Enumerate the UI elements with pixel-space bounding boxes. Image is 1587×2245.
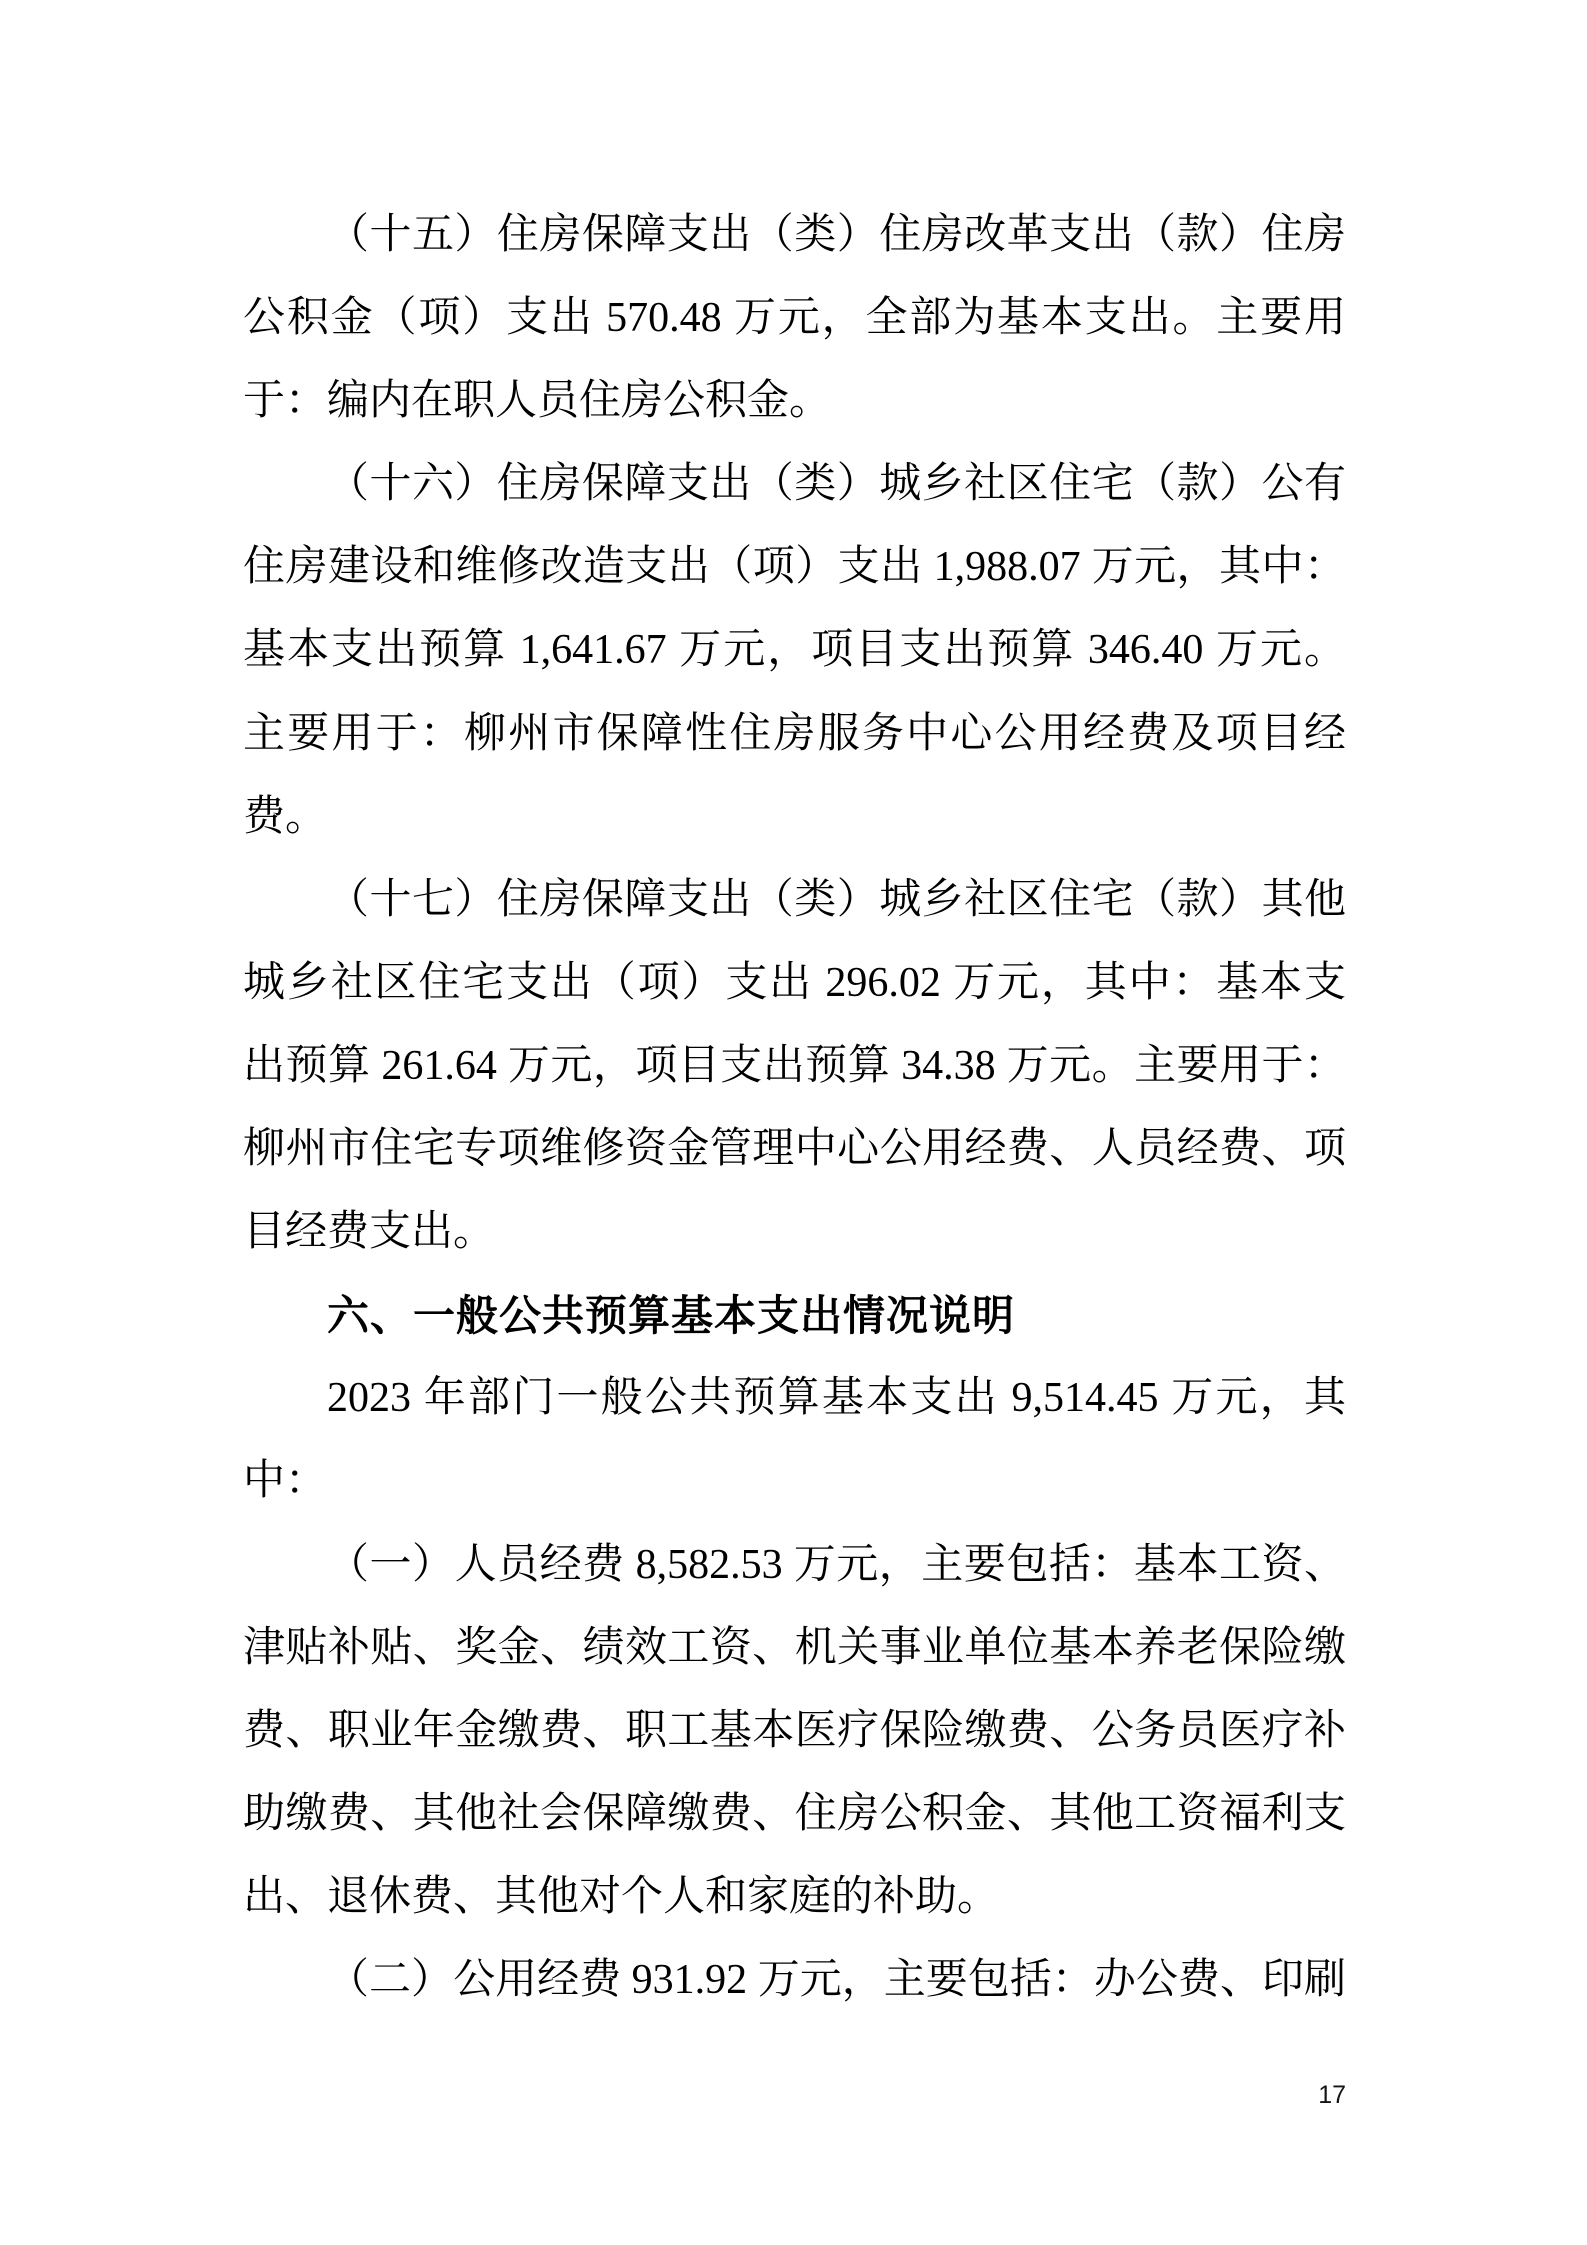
text-line: 费、职业年金缴费、职工基本医疗保险缴费、公务员医疗补 bbox=[243, 1707, 1346, 1754]
text-line: 费。 bbox=[243, 793, 328, 840]
text-line: 柳州市住宅专项维修资金管理中心公用经费、人员经费、项 bbox=[243, 1126, 1346, 1173]
text-line: 出、退休费、其他对个人和家庭的补助。 bbox=[243, 1873, 1000, 1920]
text-line: 城乡社区住宅支出（项）支出 296.02 万元，其中：基本支 bbox=[243, 959, 1346, 1006]
text-line: 2023 年部门一般公共预算基本支出 9,514.45 万元，其 bbox=[327, 1375, 1346, 1422]
section-heading: 六、一般公共预算基本支出情况说明 bbox=[327, 1292, 1016, 1340]
text-line: 主要用于：柳州市保障性住房服务中心公用经费及项目经 bbox=[243, 710, 1346, 757]
text-line: 津贴补贴、奖金、绩效工资、机关事业单位基本养老保险缴 bbox=[243, 1624, 1346, 1671]
text-line: 目经费支出。 bbox=[243, 1209, 496, 1256]
text-line: 公积金（项）支出 570.48 万元，全部为基本支出。主要用 bbox=[243, 295, 1346, 342]
text-line: （十七）住房保障支出（类）城乡社区住宅（款）其他 bbox=[327, 876, 1346, 923]
text-line: （十六）住房保障支出（类）城乡社区住宅（款）公有 bbox=[327, 461, 1346, 508]
document-text-block bbox=[243, 194, 1346, 2022]
text-line: 住房建设和维修改造支出（项）支出 1,988.07 万元，其中： bbox=[243, 544, 1346, 591]
text-line: （十五）住房保障支出（类）住房改革支出（款）住房 bbox=[327, 212, 1346, 258]
text-line: 中： bbox=[243, 1458, 328, 1505]
text-line: 基本支出预算 1,641.67 万元，项目支出预算 346.40 万元。 bbox=[243, 627, 1346, 674]
text-line: 助缴费、其他社会保障缴费、住房公积金、其他工资福利支 bbox=[243, 1790, 1346, 1837]
text-line: （二）公用经费 931.92 万元，主要包括：办公费、印刷 bbox=[327, 1956, 1346, 2003]
text-line: （一）人员经费 8,582.53 万元，主要包括：基本工资、 bbox=[327, 1541, 1346, 1588]
text-line: 于：编内在职人员住房公积金。 bbox=[243, 378, 832, 425]
page-number: 17 bbox=[1318, 2081, 1346, 2109]
text-line: 出预算 261.64 万元，项目支出预算 34.38 万元。主要用于： bbox=[243, 1042, 1346, 1089]
